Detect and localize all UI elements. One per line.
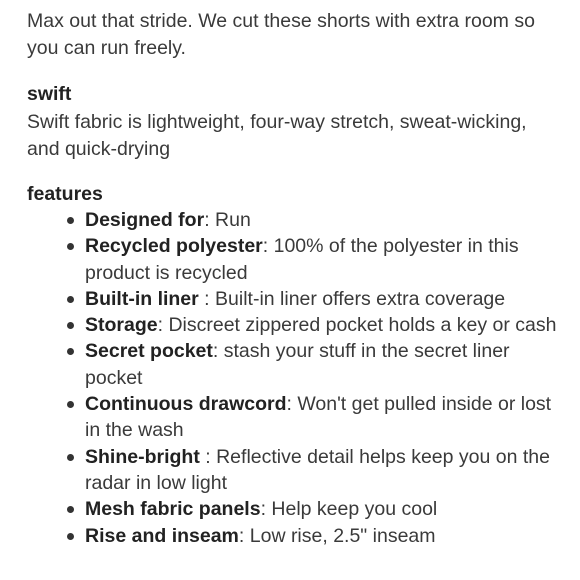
feature-item [85, 338, 557, 391]
feature-separator: : [262, 235, 274, 258]
intro-paragraph: Max out that stride. We cut these shorts with extra room so you can run freely. [27, 10, 535, 59]
feature-term: Mesh fabric panels [85, 498, 261, 521]
feature-desc: Won't get pulled inside or lost in the wash [85, 393, 552, 442]
feature-separator: : [286, 393, 298, 416]
feature-item [85, 496, 557, 522]
bullet-icon [67, 322, 74, 329]
feature-term: Secret pocket [85, 340, 213, 363]
features-list [27, 207, 557, 549]
feature-term: Designed for [85, 209, 205, 231]
feature-separator: : [199, 445, 217, 468]
feature-item [85, 523, 557, 549]
feature-term: Shine-bright [85, 445, 200, 468]
swift-description: Swift fabric is lightweight, four-way stretch, sweat-wicking, and quick-drying [27, 111, 527, 160]
feature-separator: : [157, 314, 169, 337]
feature-desc: Discreet zippered pocket holds a key or cash [168, 314, 557, 337]
feature-desc: stash your stuff in the secret liner pocket [85, 340, 510, 389]
bullet-icon [67, 296, 74, 303]
feature-separator: : [212, 340, 224, 363]
swift-heading: swift [27, 83, 72, 105]
bullet-icon [67, 217, 74, 224]
feature-desc: Reflective detail helps keep you on the radar in low light [85, 445, 550, 494]
feature-separator: : [260, 498, 272, 521]
feature-separator: : [198, 287, 216, 310]
feature-term: Recycled polyester [85, 235, 263, 258]
feature-item [85, 207, 557, 233]
feature-separator: : [238, 524, 250, 547]
feature-desc: 100% of the polyester in this product is recycled [85, 235, 519, 284]
features-heading: features [27, 183, 103, 205]
feature-item [85, 444, 557, 497]
feature-item [85, 286, 557, 312]
product-description [27, 8, 557, 549]
feature-desc: Low rise, 2.5" inseam [249, 524, 436, 547]
bullet-icon [67, 243, 74, 250]
feature-term: Built-in liner [85, 287, 199, 310]
feature-item [85, 233, 557, 286]
bullet-icon [67, 348, 74, 355]
feature-term: Rise and inseam [85, 524, 239, 547]
bullet-icon [67, 454, 74, 461]
feature-item [85, 312, 557, 338]
feature-term: Continuous drawcord [85, 393, 287, 416]
feature-desc: Help keep you cool [271, 498, 438, 521]
feature-separator: : [204, 209, 216, 231]
feature-desc: Built-in liner offers extra coverage [215, 287, 506, 310]
feature-item [85, 391, 557, 444]
bullet-icon [67, 533, 74, 540]
bullet-icon [67, 401, 74, 408]
feature-term: Storage [85, 314, 158, 337]
bullet-icon [67, 506, 74, 513]
feature-desc: Run [215, 209, 251, 231]
